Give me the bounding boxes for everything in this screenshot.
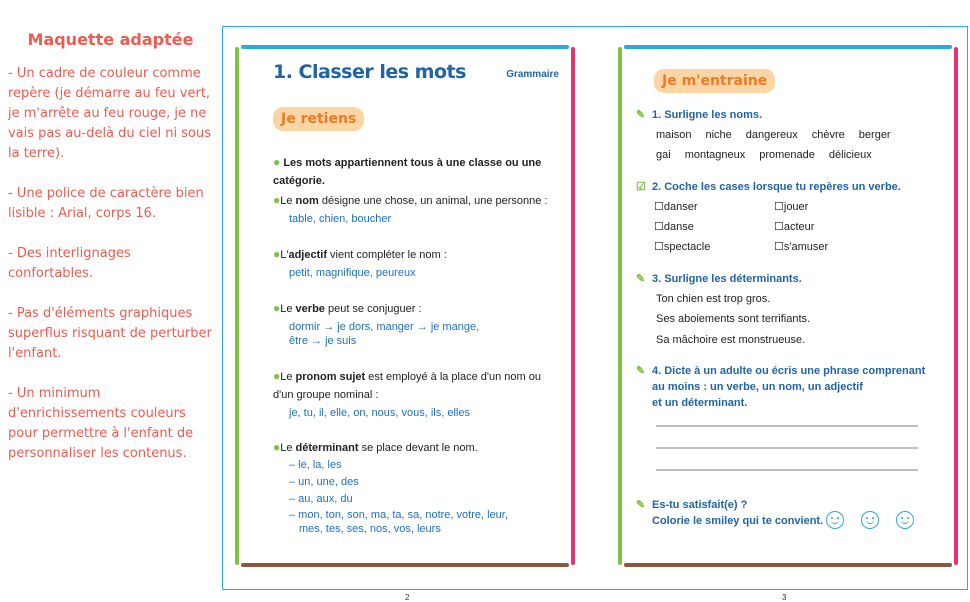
option-label: s'amuser bbox=[783, 241, 829, 253]
checkbox-option[interactable] bbox=[654, 220, 694, 233]
checkbox-option[interactable] bbox=[654, 200, 698, 213]
rule-example: petit, magnifique, peureux bbox=[289, 267, 416, 279]
ground-bar bbox=[624, 563, 952, 567]
rule-intro bbox=[273, 153, 563, 190]
red-light-bar bbox=[954, 47, 958, 565]
rule-example: – un, une, des bbox=[289, 476, 359, 488]
rule-keyword: adjectif bbox=[288, 249, 327, 261]
rule-text: Le bbox=[280, 442, 296, 454]
sentence[interactable]: Ses aboiements sont terrifiants. bbox=[656, 313, 811, 325]
ground-bar bbox=[241, 563, 569, 567]
exercise-label: et un déterminant. bbox=[652, 397, 748, 409]
bullet-icon: ● bbox=[273, 301, 281, 315]
word-row bbox=[656, 145, 886, 165]
exercise-1-title bbox=[636, 107, 946, 123]
sidebar-note: - Un cadre de couleur comme repère (je démarre au feu vert, je m'arrête au feu rouge, je ne vais pas au-delà du ciel ni sous la terre). bbox=[8, 66, 212, 161]
rule-keyword: déterminant bbox=[295, 442, 359, 454]
rule-keyword: nom bbox=[295, 195, 319, 207]
checkbox-icon[interactable]: ☐ bbox=[774, 201, 784, 213]
left-page bbox=[235, 45, 575, 602]
rule-text: vient compléter le nom : bbox=[326, 249, 447, 261]
smiley-icon[interactable] bbox=[826, 511, 844, 529]
exercise-label: au moins : un verbe, un nom, un adjectif bbox=[652, 381, 863, 393]
option-label: acteur bbox=[783, 221, 815, 233]
word-row bbox=[656, 125, 905, 145]
option-label: spectacle bbox=[663, 241, 711, 253]
section-label-je-m-entraine: Je m'entraine bbox=[654, 69, 775, 93]
word-item[interactable]: berger bbox=[858, 129, 891, 141]
bullet-icon: ● bbox=[273, 247, 281, 261]
sentence[interactable]: Ton chien est trop gros. bbox=[656, 293, 771, 305]
pencil-icon: ✎ bbox=[636, 109, 646, 121]
rule-text: désigne une chose, un animal, une personne : bbox=[318, 195, 548, 207]
rule-example: être → je suis bbox=[289, 335, 357, 347]
sky-bar bbox=[624, 45, 952, 49]
rule-text: est employé à la place d'un nom ou d'un groupe nominal : bbox=[273, 371, 541, 401]
exercise-2-title bbox=[636, 179, 946, 195]
rule-pronom bbox=[273, 367, 563, 422]
rule-example: – au, aux, du bbox=[289, 493, 353, 505]
red-light-bar bbox=[571, 47, 575, 565]
checkbox-option[interactable] bbox=[654, 240, 710, 253]
rule-nom bbox=[273, 191, 563, 228]
word-item[interactable]: dangereux bbox=[745, 129, 798, 141]
rule-keyword: verbe bbox=[295, 303, 325, 315]
checkbox-option[interactable] bbox=[774, 240, 828, 253]
page-number: 2 bbox=[405, 593, 410, 602]
exercise-4-title bbox=[636, 363, 946, 411]
checkbox-icon[interactable]: ☐ bbox=[654, 201, 664, 213]
smiley-icon[interactable] bbox=[896, 511, 914, 529]
checkbox-checked-icon: ☑ bbox=[636, 181, 646, 193]
rule-intro-text: Les mots appartiennent tous à une classe ou une catégorie. bbox=[273, 157, 542, 187]
rule-keyword: pronom sujet bbox=[295, 371, 366, 383]
sentence[interactable]: Sa mâchoire est monstrueuse. bbox=[656, 334, 806, 346]
word-item[interactable]: gai bbox=[656, 149, 671, 161]
rule-text: se place devant le nom. bbox=[358, 442, 478, 454]
evaluation-question: Es-tu satisfait(e) ? bbox=[652, 499, 748, 511]
rule-example: dormir → je dors, manger → je mange, bbox=[289, 321, 480, 333]
evaluation-instruction: Colorie le smiley qui te convient. bbox=[652, 515, 824, 527]
sidebar-title: Maquette adaptée bbox=[27, 30, 194, 49]
sidebar-note: - Un minimum d'enrichissements couleurs pour permettre à l'enfant de personnaliser les contenus. bbox=[8, 386, 194, 461]
bullet-icon: ● bbox=[273, 369, 281, 383]
rule-example: je, tu, il, elle, on, nous, vous, ils, elles bbox=[289, 407, 470, 419]
pencil-icon: ✎ bbox=[636, 273, 646, 285]
option-label: danse bbox=[663, 221, 694, 233]
section-label-je-retiens: Je retiens bbox=[273, 107, 364, 131]
rule-verbe bbox=[273, 299, 563, 348]
checkbox-icon[interactable]: ☐ bbox=[654, 221, 664, 233]
word-item[interactable]: chèvre bbox=[811, 129, 845, 141]
sidebar-notes bbox=[8, 30, 213, 484]
bullet-icon: ● bbox=[273, 440, 281, 454]
word-item[interactable]: niche bbox=[705, 129, 732, 141]
pencil-icon: ✎ bbox=[636, 499, 646, 511]
bullet-icon: ● bbox=[273, 193, 281, 207]
smiley-icon[interactable] bbox=[861, 511, 879, 529]
rule-text: Le bbox=[280, 371, 296, 383]
checkbox-option[interactable] bbox=[774, 200, 808, 213]
rule-text: peut se conjuguer : bbox=[324, 303, 422, 315]
exercise-label: 3. Surligne les déterminants. bbox=[652, 273, 802, 285]
rule-text: Le bbox=[280, 195, 296, 207]
writing-line[interactable] bbox=[656, 447, 918, 449]
green-light-bar bbox=[618, 47, 622, 565]
exercise-label: 2. Coche les cases lorsque tu repères un verbe. bbox=[652, 181, 901, 193]
book-spread bbox=[222, 26, 968, 602]
page-title: 1. Classer les mots bbox=[273, 61, 466, 83]
rule-text: Le bbox=[280, 303, 296, 315]
word-item[interactable]: promenade bbox=[759, 149, 815, 161]
word-item[interactable]: montagneux bbox=[684, 149, 746, 161]
rule-example: table, chien, boucher bbox=[289, 213, 392, 225]
bullet-icon: ● bbox=[273, 155, 281, 169]
rule-text: L' bbox=[280, 249, 289, 261]
right-page bbox=[618, 45, 958, 602]
checkbox-icon[interactable]: ☐ bbox=[774, 241, 784, 253]
subject-tag: Grammaire bbox=[506, 69, 559, 80]
sidebar-note: - Une police de caractère bien lisible : Arial, corps 16. bbox=[8, 186, 204, 221]
sidebar-note: - Pas d'éléments graphiques superflus risquant de perturber l'enfant. bbox=[8, 306, 212, 361]
option-label: danser bbox=[663, 201, 698, 213]
exercise-label: 4. Dicte à un adulte ou écris une phrase comprenant bbox=[652, 365, 926, 377]
page-number: 3 bbox=[782, 593, 787, 602]
option-label: jouer bbox=[783, 201, 809, 213]
checkbox-icon[interactable]: ☐ bbox=[774, 221, 784, 233]
rule-example: – le, la, les bbox=[289, 459, 342, 471]
checkbox-option[interactable] bbox=[774, 220, 814, 233]
writing-line[interactable] bbox=[656, 469, 918, 471]
exercise-label: 1. Surligne les noms. bbox=[652, 109, 763, 121]
rule-example: – mon, ton, son, ma, ta, sa, notre, votre, leur, bbox=[289, 509, 508, 521]
rule-determinant bbox=[273, 439, 563, 536]
rule-adjectif bbox=[273, 245, 563, 282]
word-item[interactable]: délicieux bbox=[828, 149, 872, 161]
sky-bar bbox=[241, 45, 569, 49]
pencil-icon: ✎ bbox=[636, 365, 646, 377]
word-item[interactable]: maison bbox=[656, 129, 692, 141]
writing-line[interactable] bbox=[656, 425, 918, 427]
green-light-bar bbox=[235, 47, 239, 565]
sidebar-note: - Des interlignages confortables. bbox=[8, 246, 131, 281]
exercise-3-title bbox=[636, 271, 946, 287]
rule-example: mes, tes, ses, nos, vos, leurs bbox=[299, 523, 441, 535]
checkbox-icon[interactable]: ☐ bbox=[654, 241, 664, 253]
